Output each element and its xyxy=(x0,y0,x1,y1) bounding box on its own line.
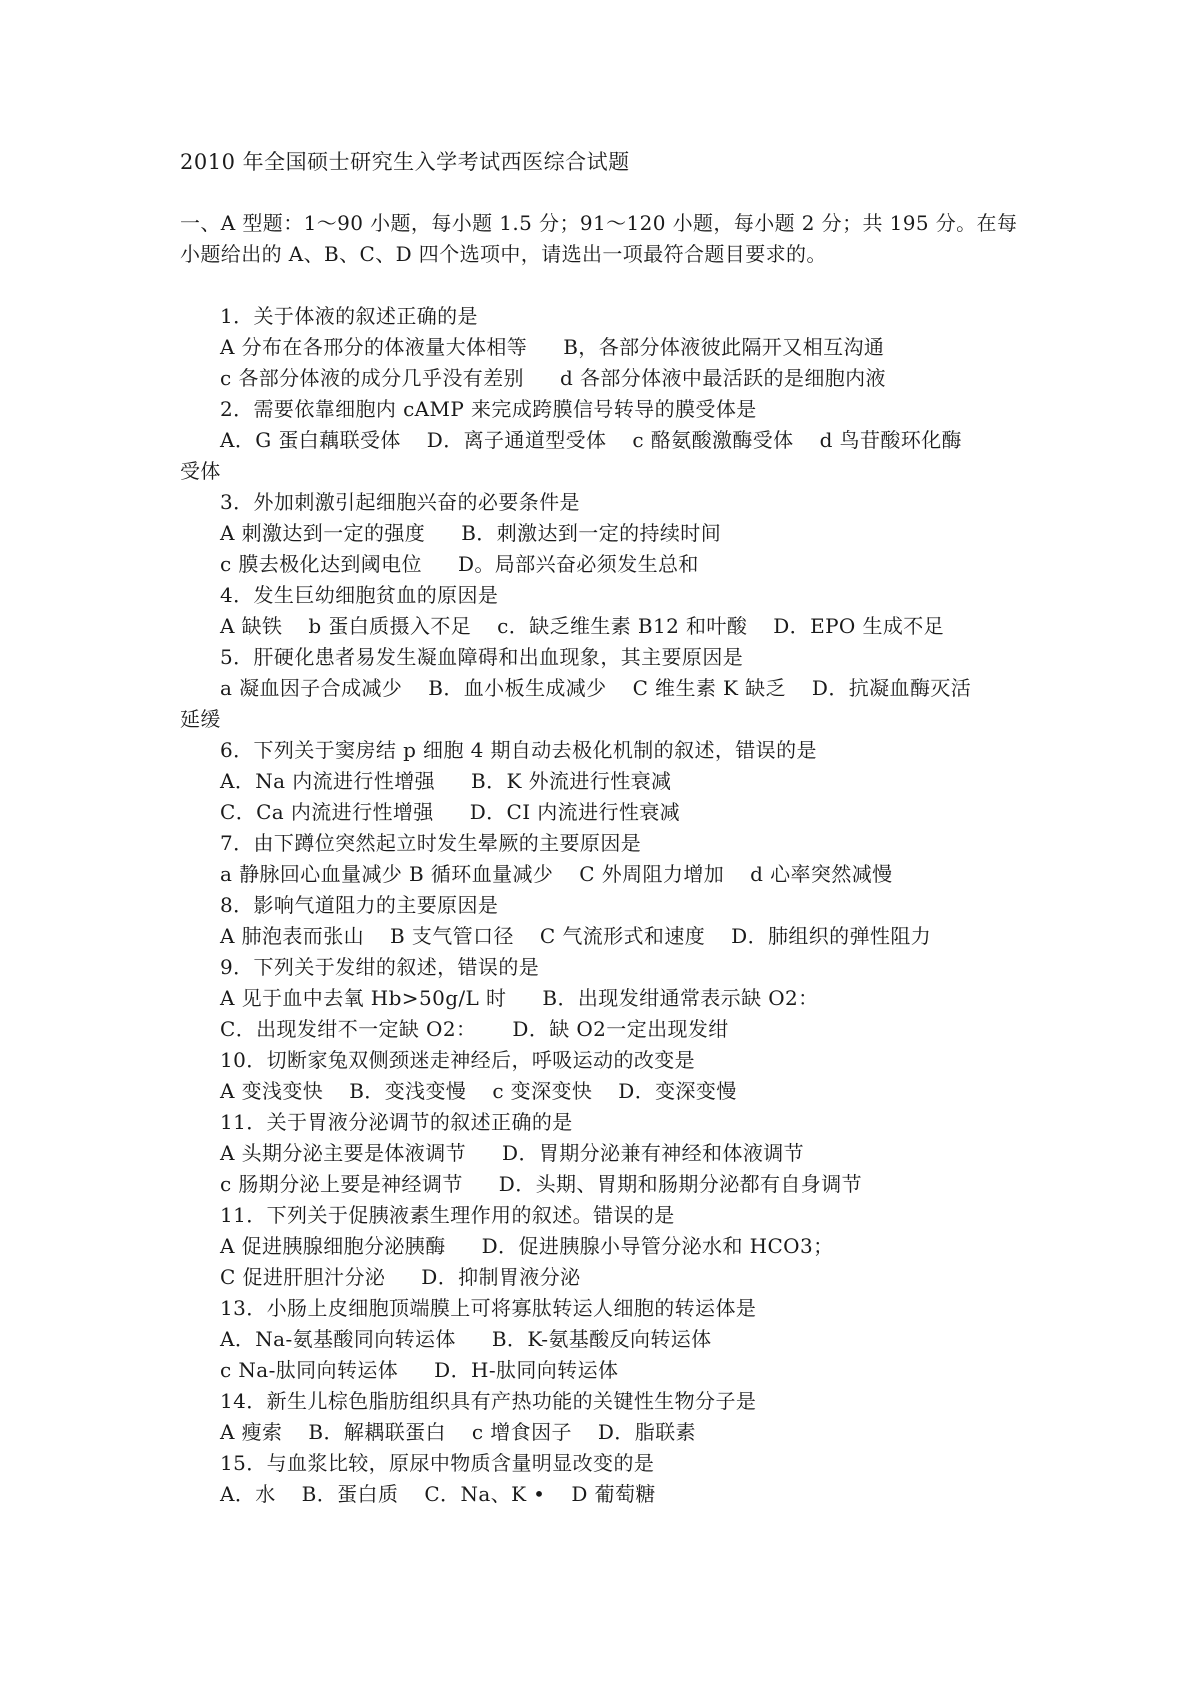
answer-option: A 分布在各邢分的体液量大体相等 xyxy=(220,335,528,359)
question-stem: 3．外加刺激引起细胞兴奋的必要条件是 xyxy=(220,490,580,514)
answer-option: A 促进胰腺细胞分泌胰酶 xyxy=(220,1234,446,1258)
answer-option: c 各部分体液的成分几乎没有差别 xyxy=(220,366,524,390)
option-row xyxy=(180,859,1020,890)
answer-option: B．K-氨基酸反向转运体 xyxy=(491,1327,712,1351)
answer-option: D．头期、胃期和肠期分泌都有自身调节 xyxy=(498,1172,863,1196)
question-stem: 13．小肠上皮细胞顶端膜上可将寡肽转运人细胞的转运体是 xyxy=(220,1296,757,1320)
answer-option: c Na-肽同向转运体 xyxy=(220,1358,399,1382)
answer-option: C 促进肝胆汁分泌 xyxy=(220,1265,386,1289)
answer-option: D．变深变慢 xyxy=(618,1079,737,1103)
answer-option: D 葡萄糖 xyxy=(571,1482,656,1506)
option-row xyxy=(180,1417,1020,1448)
answer-option: A．水 xyxy=(220,1482,276,1506)
question-stem: 11．关于胃液分泌调节的叙述正确的是 xyxy=(220,1110,573,1134)
option-row xyxy=(180,332,1020,363)
answer-option: a 凝血因子合成减少 xyxy=(220,676,403,700)
answer-option: D．脂联素 xyxy=(597,1420,696,1444)
answer-option: d 各部分体液中最活跃的是细胞内液 xyxy=(559,366,886,390)
answer-option: D．抗凝血酶灭活 xyxy=(811,676,972,700)
question-stem: 4．发生巨幼细胞贫血的原因是 xyxy=(220,583,499,607)
option-row xyxy=(180,363,1020,394)
answer-option: B．解耦联蛋白 xyxy=(308,1420,446,1444)
answer-option: A．G 蛋白藕联受体 xyxy=(220,428,401,452)
option-row xyxy=(180,1169,1020,1200)
question-stem: 14．新生儿棕色脂肪组织具有产热功能的关键性生物分子是 xyxy=(220,1389,757,1413)
option-row xyxy=(180,1479,1020,1510)
answer-option: D．CI 内流进行性衰减 xyxy=(469,800,681,824)
answer-option: d 鸟苷酸环化酶 xyxy=(819,428,962,452)
page-title: 2010 年全国硕士研究生入学考试西医综合试题 xyxy=(180,150,630,174)
question-continuation: 受体 xyxy=(180,459,221,483)
question-stem: 11．下列关于促胰液素生理作用的叙述。错误的是 xyxy=(220,1203,675,1227)
answer-option: C 维生素 K 缺乏 xyxy=(632,676,786,700)
question-stem: 6．下列关于窦房结 p 细胞 4 期自动去极化机制的叙述，错误的是 xyxy=(220,738,817,762)
answer-option: c 酪氨酸激酶受体 xyxy=(632,428,794,452)
option-row xyxy=(180,921,1020,952)
answer-option: b 蛋白质摄入不足 xyxy=(308,614,472,638)
option-row xyxy=(180,766,1020,797)
question-stem: 5．肝硬化患者易发生凝血障碍和出血现象，其主要原因是 xyxy=(220,645,744,669)
answer-option: A 见于血中去氧 Hb>50g/L 时 xyxy=(220,986,507,1010)
option-row xyxy=(180,797,1020,828)
question-stem: 15．与血浆比较，原尿中物质含量明显改变的是 xyxy=(220,1451,655,1475)
answer-option: C．出现发绀不一定缺 O2： xyxy=(220,1017,477,1041)
answer-option: C．Na、K • xyxy=(424,1482,546,1506)
question-list xyxy=(180,301,1020,1510)
answer-option: B 支气管口径 xyxy=(390,924,514,948)
option-row xyxy=(180,549,1020,580)
answer-option: D．促进胰腺小导管分泌水和 HCO3； xyxy=(481,1234,834,1258)
answer-option: a 静脉回心血量减少 B 循环血量减少 xyxy=(220,862,554,886)
option-row xyxy=(180,983,1020,1014)
option-row xyxy=(180,1076,1020,1107)
answer-option: D．肺组织的弹性阻力 xyxy=(731,924,932,948)
option-row xyxy=(180,518,1020,549)
option-row xyxy=(180,1355,1020,1386)
answer-option: B．K 外流进行性衰减 xyxy=(471,769,672,793)
answer-option: D．缺 O2一定出现发绀 xyxy=(512,1017,729,1041)
option-row xyxy=(180,611,1020,642)
answer-option: B．刺激达到一定的持续时间 xyxy=(461,521,722,545)
option-row xyxy=(180,1324,1020,1355)
answer-option: C 外周阻力增加 xyxy=(579,862,725,886)
answer-option: D。局部兴奋必须发生总和 xyxy=(457,552,699,576)
option-row xyxy=(180,1138,1020,1169)
answer-option: B．出现发绀通常表示缺 O2： xyxy=(542,986,819,1010)
answer-option: c 变深变快 xyxy=(492,1079,593,1103)
answer-option: A 刺激达到一定的强度 xyxy=(220,521,426,545)
answer-option: c．缺乏维生素 B12 和叶酸 xyxy=(497,614,748,638)
answer-option: d 心率突然减慢 xyxy=(750,862,893,886)
answer-option: A．Na-氨基酸同向转运体 xyxy=(220,1327,456,1351)
answer-option: A 缺铁 xyxy=(220,614,283,638)
answer-option: A 变浅变快 xyxy=(220,1079,324,1103)
answer-option: A 瘦索 xyxy=(220,1420,283,1444)
answer-option: c 膜去极化达到阈电位 xyxy=(220,552,422,576)
answer-option: D．抑制胃液分泌 xyxy=(421,1265,581,1289)
option-row xyxy=(180,673,1020,704)
question-stem: 10．切断家兔双侧颈迷走神经后，呼吸运动的改变是 xyxy=(220,1048,696,1072)
answer-option: B．血小板生成减少 xyxy=(428,676,607,700)
answer-option: C．Ca 内流进行性增强 xyxy=(220,800,434,824)
answer-option: B．蛋白质 xyxy=(301,1482,399,1506)
answer-option: A．Na 内流进行性增强 xyxy=(220,769,436,793)
answer-option: c 增食因子 xyxy=(471,1420,572,1444)
answer-option: D．胃期分泌兼有神经和体液调节 xyxy=(502,1141,805,1165)
question-stem: 1．关于体液的叙述正确的是 xyxy=(220,304,478,328)
option-row xyxy=(180,1231,1020,1262)
question-stem: 8．影响气道阻力的主要原因是 xyxy=(220,893,499,917)
option-row xyxy=(180,425,1020,456)
question-stem: 7．由下蹲位突然起立时发生晕厥的主要原因是 xyxy=(220,831,642,855)
answer-option: C 气流形式和速度 xyxy=(539,924,706,948)
answer-option: B．变浅变慢 xyxy=(349,1079,467,1103)
question-stem: 2．需要依靠细胞内 cAMP 来完成跨膜信号转导的膜受体是 xyxy=(220,397,757,421)
question-continuation: 延缓 xyxy=(180,707,221,731)
answer-option: D．离子通道型受体 xyxy=(426,428,607,452)
answer-option: A 头期分泌主要是体液调节 xyxy=(220,1141,467,1165)
answer-option: D．H-肽同向转运体 xyxy=(434,1358,619,1382)
answer-option: B，各部分体液彼此隔开又相互沟通 xyxy=(563,335,885,359)
answer-option: D．EPO 生成不足 xyxy=(773,614,945,638)
answer-option: c 肠期分泌上要是神经调节 xyxy=(220,1172,463,1196)
answer-option: A 肺泡表而张山 xyxy=(220,924,365,948)
section-intro: 一、A 型题：1～90 小题，每小题 1.5 分；91～120 小题，每小题 2 分；共 195 分。在每小题给出的 A、B、C、D 四个选项中，请选出一项最符合题目要求的。 xyxy=(180,211,1018,266)
option-row xyxy=(180,1262,1020,1293)
option-row xyxy=(180,1014,1020,1045)
question-stem: 9．下列关于发绀的叙述，错误的是 xyxy=(220,955,540,979)
